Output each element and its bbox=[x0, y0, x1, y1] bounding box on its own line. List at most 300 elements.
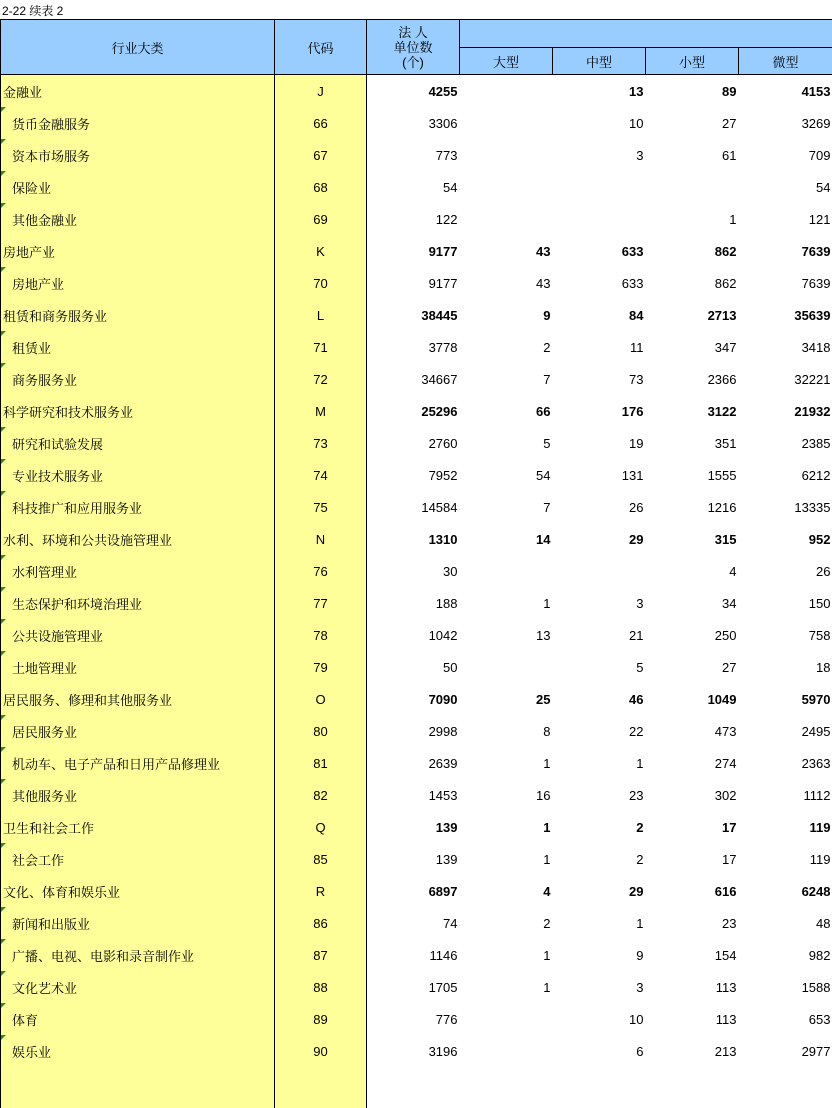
industry-code: 66 bbox=[275, 107, 367, 139]
table-row bbox=[1, 779, 832, 811]
industry-code: 78 bbox=[275, 619, 367, 651]
value-medium: 11 bbox=[553, 331, 646, 363]
industry-name-cell bbox=[1, 75, 275, 108]
industry-code: 82 bbox=[275, 779, 367, 811]
filler-row bbox=[1, 1067, 832, 1108]
industry-code: Q bbox=[275, 811, 367, 843]
industry-name: 租赁和商务服务业 bbox=[1, 309, 107, 324]
value-total: 38445 bbox=[367, 299, 460, 331]
table-row bbox=[1, 651, 832, 683]
value-large bbox=[460, 171, 553, 203]
value-medium: 23 bbox=[553, 779, 646, 811]
industry-code: M bbox=[275, 395, 367, 427]
industry-name: 新闻和出版业 bbox=[1, 917, 90, 932]
industry-code: 69 bbox=[275, 203, 367, 235]
value-total: 7090 bbox=[367, 683, 460, 715]
value-small: 89 bbox=[646, 75, 739, 108]
industry-name: 货币金融服务 bbox=[1, 117, 90, 132]
value-large bbox=[460, 107, 553, 139]
industry-code: 76 bbox=[275, 555, 367, 587]
table-row bbox=[1, 459, 832, 491]
value-total: 3778 bbox=[367, 331, 460, 363]
table-row bbox=[1, 107, 832, 139]
comment-marker-icon bbox=[1, 331, 6, 336]
comment-marker-icon bbox=[1, 491, 6, 496]
industry-code: O bbox=[275, 683, 367, 715]
value-medium: 9 bbox=[553, 939, 646, 971]
value-total: 1146 bbox=[367, 939, 460, 971]
value-micro: 758 bbox=[739, 619, 832, 651]
value-large: 14 bbox=[460, 523, 553, 555]
value-micro: 6248 bbox=[739, 875, 832, 907]
industry-name-cell bbox=[1, 811, 275, 843]
value-medium: 3 bbox=[553, 587, 646, 619]
value-medium: 10 bbox=[553, 1003, 646, 1035]
table-row bbox=[1, 1003, 832, 1035]
header-code: 代码 bbox=[275, 20, 367, 75]
value-medium: 2 bbox=[553, 843, 646, 875]
comment-marker-icon bbox=[1, 747, 6, 752]
value-small: 347 bbox=[646, 331, 739, 363]
industry-code: 74 bbox=[275, 459, 367, 491]
industry-code: 85 bbox=[275, 843, 367, 875]
value-medium: 1 bbox=[553, 907, 646, 939]
value-total: 2639 bbox=[367, 747, 460, 779]
value-micro: 2363 bbox=[739, 747, 832, 779]
value-small: 250 bbox=[646, 619, 739, 651]
value-total: 50 bbox=[367, 651, 460, 683]
industry-name-cell bbox=[1, 715, 275, 747]
industry-name: 社会工作 bbox=[1, 853, 64, 868]
comment-marker-icon bbox=[1, 907, 6, 912]
value-total: 773 bbox=[367, 139, 460, 171]
table-row bbox=[1, 363, 832, 395]
table-row bbox=[1, 203, 832, 235]
value-small: 23 bbox=[646, 907, 739, 939]
industry-name-cell bbox=[1, 235, 275, 267]
comment-marker-icon bbox=[1, 651, 6, 656]
industry-code: 87 bbox=[275, 939, 367, 971]
value-medium: 5 bbox=[553, 651, 646, 683]
comment-marker-icon bbox=[1, 715, 6, 720]
comment-marker-icon bbox=[1, 1003, 6, 1008]
table-row bbox=[1, 235, 832, 267]
value-small: 113 bbox=[646, 971, 739, 1003]
value-medium: 73 bbox=[553, 363, 646, 395]
value-total: 34667 bbox=[367, 363, 460, 395]
industry-name-cell bbox=[1, 971, 275, 1003]
value-small: 3122 bbox=[646, 395, 739, 427]
value-small bbox=[646, 171, 739, 203]
value-medium: 1 bbox=[553, 747, 646, 779]
industry-name-cell bbox=[1, 491, 275, 523]
industry-code: 86 bbox=[275, 907, 367, 939]
value-medium: 26 bbox=[553, 491, 646, 523]
industry-name: 专业技术服务业 bbox=[1, 469, 103, 484]
industry-name: 居民服务、修理和其他服务业 bbox=[1, 693, 172, 708]
value-large bbox=[460, 555, 553, 587]
value-micro: 150 bbox=[739, 587, 832, 619]
industry-name: 卫生和社会工作 bbox=[1, 821, 94, 836]
value-large bbox=[460, 75, 553, 108]
value-large: 16 bbox=[460, 779, 553, 811]
value-medium: 633 bbox=[553, 267, 646, 299]
header-units-line3: (个) bbox=[367, 55, 459, 70]
value-small: 616 bbox=[646, 875, 739, 907]
industry-name-cell bbox=[1, 747, 275, 779]
value-small: 302 bbox=[646, 779, 739, 811]
value-small: 17 bbox=[646, 843, 739, 875]
value-total: 25296 bbox=[367, 395, 460, 427]
table-row bbox=[1, 267, 832, 299]
filler-small bbox=[646, 1067, 739, 1108]
industry-code: K bbox=[275, 235, 367, 267]
value-total: 3196 bbox=[367, 1035, 460, 1067]
table-row bbox=[1, 587, 832, 619]
industry-name-cell bbox=[1, 459, 275, 491]
table-caption: 2-22 续表 2 bbox=[2, 2, 63, 19]
table-row bbox=[1, 747, 832, 779]
value-large: 1 bbox=[460, 843, 553, 875]
value-total: 9177 bbox=[367, 267, 460, 299]
value-small: 274 bbox=[646, 747, 739, 779]
table-row bbox=[1, 875, 832, 907]
industry-code: N bbox=[275, 523, 367, 555]
value-micro: 21932 bbox=[739, 395, 832, 427]
value-large: 4 bbox=[460, 875, 553, 907]
value-large: 5 bbox=[460, 427, 553, 459]
table-row bbox=[1, 331, 832, 363]
value-small: 113 bbox=[646, 1003, 739, 1035]
value-large: 13 bbox=[460, 619, 553, 651]
industry-code: 73 bbox=[275, 427, 367, 459]
header-micro: 微型 bbox=[739, 48, 832, 75]
industry-name: 水利管理业 bbox=[1, 565, 77, 580]
comment-marker-icon bbox=[1, 779, 6, 784]
comment-marker-icon bbox=[1, 555, 6, 560]
value-large: 43 bbox=[460, 235, 553, 267]
value-total: 139 bbox=[367, 843, 460, 875]
value-small: 17 bbox=[646, 811, 739, 843]
value-micro: 26 bbox=[739, 555, 832, 587]
table-row bbox=[1, 939, 832, 971]
comment-marker-icon bbox=[1, 939, 6, 944]
value-medium: 633 bbox=[553, 235, 646, 267]
value-total: 2998 bbox=[367, 715, 460, 747]
filler-name bbox=[1, 1067, 275, 1108]
industry-name-cell bbox=[1, 363, 275, 395]
value-small: 154 bbox=[646, 939, 739, 971]
value-micro: 119 bbox=[739, 843, 832, 875]
industry-name-cell bbox=[1, 843, 275, 875]
industry-code: 70 bbox=[275, 267, 367, 299]
industry-name-cell bbox=[1, 299, 275, 331]
value-small: 1049 bbox=[646, 683, 739, 715]
industry-name: 生态保护和环境治理业 bbox=[1, 597, 142, 612]
table-row bbox=[1, 395, 832, 427]
value-micro: 48 bbox=[739, 907, 832, 939]
industry-name: 资本市场服务 bbox=[1, 149, 90, 164]
industry-name-cell bbox=[1, 939, 275, 971]
value-small: 2366 bbox=[646, 363, 739, 395]
value-large bbox=[460, 1035, 553, 1067]
comment-marker-icon bbox=[1, 587, 6, 592]
value-small: 315 bbox=[646, 523, 739, 555]
value-large: 54 bbox=[460, 459, 553, 491]
industry-name-cell bbox=[1, 267, 275, 299]
value-small: 61 bbox=[646, 139, 739, 171]
value-micro: 952 bbox=[739, 523, 832, 555]
value-total: 6897 bbox=[367, 875, 460, 907]
comment-marker-icon bbox=[1, 843, 6, 848]
table-row bbox=[1, 811, 832, 843]
value-micro: 4153 bbox=[739, 75, 832, 108]
value-small: 862 bbox=[646, 267, 739, 299]
industry-code: 71 bbox=[275, 331, 367, 363]
industry-name: 广播、电视、电影和录音制作业 bbox=[1, 949, 194, 964]
value-large: 7 bbox=[460, 491, 553, 523]
industry-name: 科学研究和技术服务业 bbox=[1, 405, 133, 420]
comment-marker-icon bbox=[1, 619, 6, 624]
value-large bbox=[460, 651, 553, 683]
value-medium: 84 bbox=[553, 299, 646, 331]
industry-name: 水利、环境和公共设施管理业 bbox=[1, 533, 172, 548]
header-large: 大型 bbox=[460, 48, 553, 75]
value-small: 4 bbox=[646, 555, 739, 587]
industry-name-cell bbox=[1, 779, 275, 811]
data-table bbox=[0, 19, 832, 1108]
value-micro: 13335 bbox=[739, 491, 832, 523]
table-row bbox=[1, 1035, 832, 1067]
value-medium: 19 bbox=[553, 427, 646, 459]
comment-marker-icon bbox=[1, 107, 6, 112]
value-micro: 5970 bbox=[739, 683, 832, 715]
header-small: 小型 bbox=[646, 48, 739, 75]
value-total: 1042 bbox=[367, 619, 460, 651]
value-medium: 2 bbox=[553, 811, 646, 843]
value-micro: 54 bbox=[739, 171, 832, 203]
value-large: 9 bbox=[460, 299, 553, 331]
value-small: 2713 bbox=[646, 299, 739, 331]
industry-name: 机动车、电子产品和日用产品修理业 bbox=[1, 757, 220, 772]
industry-name-cell bbox=[1, 107, 275, 139]
industry-name-cell bbox=[1, 139, 275, 171]
industry-code: 67 bbox=[275, 139, 367, 171]
header-units-line2: 单位数 bbox=[367, 40, 459, 55]
industry-code: 79 bbox=[275, 651, 367, 683]
value-large bbox=[460, 139, 553, 171]
value-total: 1705 bbox=[367, 971, 460, 1003]
industry-name: 其他金融业 bbox=[1, 213, 77, 228]
industry-code: 90 bbox=[275, 1035, 367, 1067]
value-micro: 32221 bbox=[739, 363, 832, 395]
industry-name: 金融业 bbox=[1, 85, 42, 100]
table-row bbox=[1, 555, 832, 587]
table-row bbox=[1, 715, 832, 747]
industry-code: R bbox=[275, 875, 367, 907]
table-row bbox=[1, 299, 832, 331]
value-small: 27 bbox=[646, 107, 739, 139]
value-micro: 6212 bbox=[739, 459, 832, 491]
industry-code: 68 bbox=[275, 171, 367, 203]
value-medium: 29 bbox=[553, 523, 646, 555]
industry-name: 房地产业 bbox=[1, 277, 64, 292]
value-medium: 176 bbox=[553, 395, 646, 427]
industry-name: 文化、体育和娱乐业 bbox=[1, 885, 120, 900]
table-row bbox=[1, 139, 832, 171]
header-medium: 中型 bbox=[553, 48, 646, 75]
value-total: 7952 bbox=[367, 459, 460, 491]
value-small: 1 bbox=[646, 203, 739, 235]
header-industry: 行业大类 bbox=[1, 20, 275, 75]
value-large: 2 bbox=[460, 331, 553, 363]
value-large: 66 bbox=[460, 395, 553, 427]
value-medium: 46 bbox=[553, 683, 646, 715]
filler-code bbox=[275, 1067, 367, 1108]
value-micro: 653 bbox=[739, 1003, 832, 1035]
value-medium bbox=[553, 203, 646, 235]
header-units bbox=[367, 20, 460, 75]
value-medium: 29 bbox=[553, 875, 646, 907]
industry-name: 居民服务业 bbox=[1, 725, 77, 740]
industry-code: 88 bbox=[275, 971, 367, 1003]
value-medium bbox=[553, 555, 646, 587]
value-large: 1 bbox=[460, 971, 553, 1003]
table-row bbox=[1, 75, 832, 108]
industry-name-cell bbox=[1, 395, 275, 427]
industry-name: 娱乐业 bbox=[1, 1045, 51, 1060]
value-total: 14584 bbox=[367, 491, 460, 523]
header-units-line1: 法 人 bbox=[367, 25, 459, 40]
industry-code: 75 bbox=[275, 491, 367, 523]
value-small: 1216 bbox=[646, 491, 739, 523]
comment-marker-icon bbox=[1, 203, 6, 208]
industry-name-cell bbox=[1, 875, 275, 907]
value-total: 74 bbox=[367, 907, 460, 939]
comment-marker-icon bbox=[1, 971, 6, 976]
filler-total bbox=[367, 1067, 460, 1108]
industry-code: 77 bbox=[275, 587, 367, 619]
table-row bbox=[1, 427, 832, 459]
value-total: 2760 bbox=[367, 427, 460, 459]
value-large: 1 bbox=[460, 811, 553, 843]
industry-name-cell bbox=[1, 651, 275, 683]
value-medium: 3 bbox=[553, 139, 646, 171]
table-row bbox=[1, 907, 832, 939]
table-row bbox=[1, 843, 832, 875]
value-total: 188 bbox=[367, 587, 460, 619]
value-total: 139 bbox=[367, 811, 460, 843]
industry-name: 科技推广和应用服务业 bbox=[1, 501, 142, 516]
value-large: 1 bbox=[460, 939, 553, 971]
industry-code: J bbox=[275, 75, 367, 108]
industry-name-cell bbox=[1, 1003, 275, 1035]
value-micro: 121 bbox=[739, 203, 832, 235]
value-micro: 7639 bbox=[739, 235, 832, 267]
value-large: 2 bbox=[460, 907, 553, 939]
comment-marker-icon bbox=[1, 1035, 6, 1040]
value-large: 1 bbox=[460, 747, 553, 779]
header-size-group bbox=[460, 20, 832, 48]
value-micro: 3418 bbox=[739, 331, 832, 363]
value-micro: 2385 bbox=[739, 427, 832, 459]
table-row bbox=[1, 523, 832, 555]
value-total: 122 bbox=[367, 203, 460, 235]
table-row bbox=[1, 171, 832, 203]
table-row bbox=[1, 619, 832, 651]
industry-name-cell bbox=[1, 171, 275, 203]
value-small: 34 bbox=[646, 587, 739, 619]
value-small: 27 bbox=[646, 651, 739, 683]
value-small: 862 bbox=[646, 235, 739, 267]
comment-marker-icon bbox=[1, 171, 6, 176]
value-medium: 131 bbox=[553, 459, 646, 491]
table-row bbox=[1, 683, 832, 715]
value-micro: 18 bbox=[739, 651, 832, 683]
value-total: 4255 bbox=[367, 75, 460, 108]
value-micro: 119 bbox=[739, 811, 832, 843]
value-large: 25 bbox=[460, 683, 553, 715]
value-large bbox=[460, 203, 553, 235]
value-large: 1 bbox=[460, 587, 553, 619]
value-micro: 35639 bbox=[739, 299, 832, 331]
value-medium: 6 bbox=[553, 1035, 646, 1067]
industry-name: 商务服务业 bbox=[1, 373, 77, 388]
comment-marker-icon bbox=[1, 363, 6, 368]
industry-name-cell bbox=[1, 587, 275, 619]
value-micro: 1588 bbox=[739, 971, 832, 1003]
value-small: 473 bbox=[646, 715, 739, 747]
value-large: 7 bbox=[460, 363, 553, 395]
comment-marker-icon bbox=[1, 139, 6, 144]
value-total: 9177 bbox=[367, 235, 460, 267]
value-medium: 21 bbox=[553, 619, 646, 651]
industry-name-cell bbox=[1, 683, 275, 715]
industry-name: 文化艺术业 bbox=[1, 981, 77, 996]
industry-name: 土地管理业 bbox=[1, 661, 77, 676]
industry-code: 80 bbox=[275, 715, 367, 747]
value-medium: 10 bbox=[553, 107, 646, 139]
value-micro: 3269 bbox=[739, 107, 832, 139]
value-small: 351 bbox=[646, 427, 739, 459]
value-medium: 22 bbox=[553, 715, 646, 747]
industry-name: 保险业 bbox=[1, 181, 51, 196]
filler-medium bbox=[553, 1067, 646, 1108]
value-total: 3306 bbox=[367, 107, 460, 139]
table-row bbox=[1, 491, 832, 523]
industry-name: 租赁业 bbox=[1, 341, 51, 356]
industry-code: 72 bbox=[275, 363, 367, 395]
value-medium bbox=[553, 171, 646, 203]
industry-name: 研究和试验发展 bbox=[1, 437, 103, 452]
value-total: 776 bbox=[367, 1003, 460, 1035]
industry-code: 81 bbox=[275, 747, 367, 779]
industry-name-cell bbox=[1, 907, 275, 939]
industry-name-cell bbox=[1, 203, 275, 235]
value-micro: 709 bbox=[739, 139, 832, 171]
value-total: 54 bbox=[367, 171, 460, 203]
table-body bbox=[1, 75, 832, 1108]
industry-name-cell bbox=[1, 523, 275, 555]
value-micro: 2495 bbox=[739, 715, 832, 747]
table-row bbox=[1, 971, 832, 1003]
value-total: 1453 bbox=[367, 779, 460, 811]
industry-name: 体育 bbox=[1, 1013, 38, 1028]
comment-marker-icon bbox=[1, 459, 6, 464]
comment-marker-icon bbox=[1, 267, 6, 272]
value-large: 8 bbox=[460, 715, 553, 747]
value-small: 213 bbox=[646, 1035, 739, 1067]
